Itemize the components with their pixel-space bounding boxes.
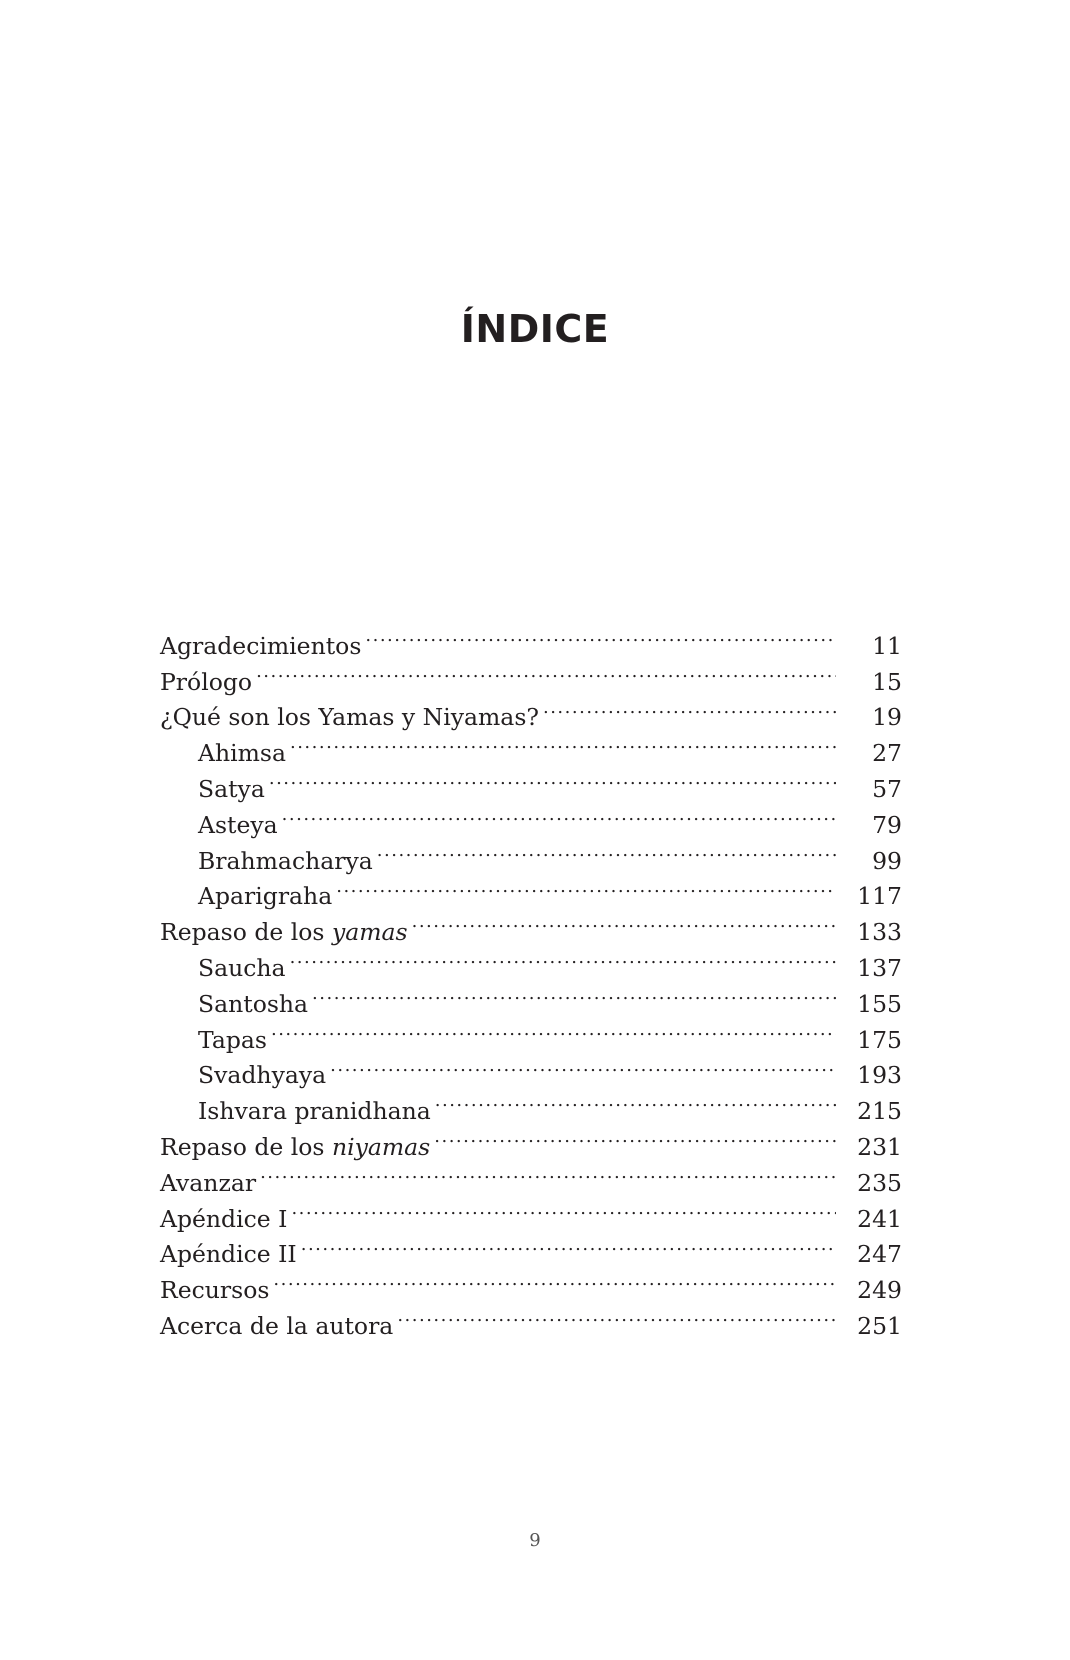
toc-entry-page: 11	[872, 631, 902, 660]
toc-entry-page: 19	[872, 703, 902, 732]
dot-leader	[336, 869, 836, 905]
toc-entry-label: Acerca de la autora	[160, 1311, 394, 1340]
toc-entry-label: Repaso de los niyamas	[160, 1132, 431, 1161]
toc-entry-label: Asteya	[198, 810, 278, 839]
toc-entry[interactable]	[160, 1298, 902, 1340]
toc-entry[interactable]	[160, 1012, 902, 1054]
page-title: ÍNDICE	[460, 307, 610, 351]
toc-entry-page: 15	[872, 667, 902, 696]
toc-entry-page: 27	[872, 739, 902, 768]
toc-entry-page: 247	[857, 1240, 902, 1269]
dot-leader	[282, 797, 836, 833]
toc-entry-page: 79	[872, 810, 902, 839]
dot-leader	[434, 1119, 836, 1155]
toc-entry-page: 249	[857, 1276, 902, 1305]
dot-leader	[365, 618, 836, 654]
dot-leader	[330, 1048, 836, 1084]
dot-leader	[256, 654, 836, 690]
toc-entry-label: Avanzar	[160, 1168, 257, 1197]
dot-leader	[397, 1298, 836, 1334]
dot-leader	[269, 761, 836, 797]
toc-entry-label: Prólogo	[160, 667, 253, 696]
toc-entry-page: 57	[872, 774, 902, 803]
toc-entry[interactable]	[160, 690, 902, 732]
dot-leader	[412, 904, 836, 940]
toc-entry-label: ¿Qué son los Yamas y Niyamas?	[160, 703, 539, 732]
toc-entry-label: Satya	[198, 774, 265, 803]
dot-leader	[377, 833, 836, 869]
page-number: 9	[529, 1530, 541, 1551]
toc-entry-page: 193	[857, 1061, 902, 1090]
dot-leader	[271, 1012, 836, 1048]
toc-entry-label: Apéndice I	[160, 1204, 288, 1233]
dot-leader	[290, 940, 836, 976]
toc-entry[interactable]	[160, 761, 902, 803]
toc-entry-label: Ishvara pranidhana	[198, 1097, 431, 1126]
toc-entry-page: 215	[857, 1097, 902, 1126]
dot-leader	[291, 1191, 836, 1227]
toc-entry-page: 155	[857, 989, 902, 1018]
toc-entry-page: 235	[857, 1168, 902, 1197]
toc-entry[interactable]	[160, 797, 902, 839]
toc-entry-label: Agradecimientos	[160, 631, 362, 660]
toc-entry-label: Santosha	[198, 989, 309, 1018]
dot-leader	[435, 1083, 836, 1119]
toc-entry-page: 133	[857, 918, 902, 947]
toc-entry-label: Recursos	[160, 1276, 270, 1305]
toc-entry-page: 175	[857, 1025, 902, 1054]
dot-leader	[301, 1227, 836, 1263]
toc-entry[interactable]	[160, 618, 902, 660]
toc-entry-label: Apéndice II	[160, 1240, 297, 1269]
dot-leader	[543, 690, 836, 726]
toc-entry-page: 241	[857, 1204, 902, 1233]
toc-entry-page: 99	[872, 846, 902, 875]
dot-leader	[312, 976, 836, 1012]
toc-entry-page: 231	[857, 1132, 902, 1161]
toc-entry[interactable]	[160, 1048, 902, 1090]
toc-entry[interactable]	[160, 1191, 902, 1233]
toc-entry[interactable]	[160, 654, 902, 696]
dot-leader	[273, 1262, 836, 1298]
toc-entry-page: 117	[857, 882, 902, 911]
toc-entry-label: Svadhyaya	[198, 1061, 327, 1090]
table-of-contents	[160, 618, 902, 1340]
dot-leader	[260, 1155, 836, 1191]
toc-entry-label: Brahmacharya	[198, 846, 373, 875]
dot-leader	[290, 725, 836, 761]
toc-entry[interactable]	[160, 1155, 902, 1197]
toc-entry-page: 251	[857, 1311, 902, 1340]
toc-entry-label: Aparigraha	[198, 882, 333, 911]
toc-entry-label: Tapas	[198, 1025, 267, 1054]
toc-entry-label: Ahimsa	[198, 739, 286, 768]
toc-entry-label: Repaso de los yamas	[160, 918, 408, 947]
toc-entry-label: Saucha	[198, 953, 286, 982]
toc-entry-page: 137	[857, 953, 902, 982]
